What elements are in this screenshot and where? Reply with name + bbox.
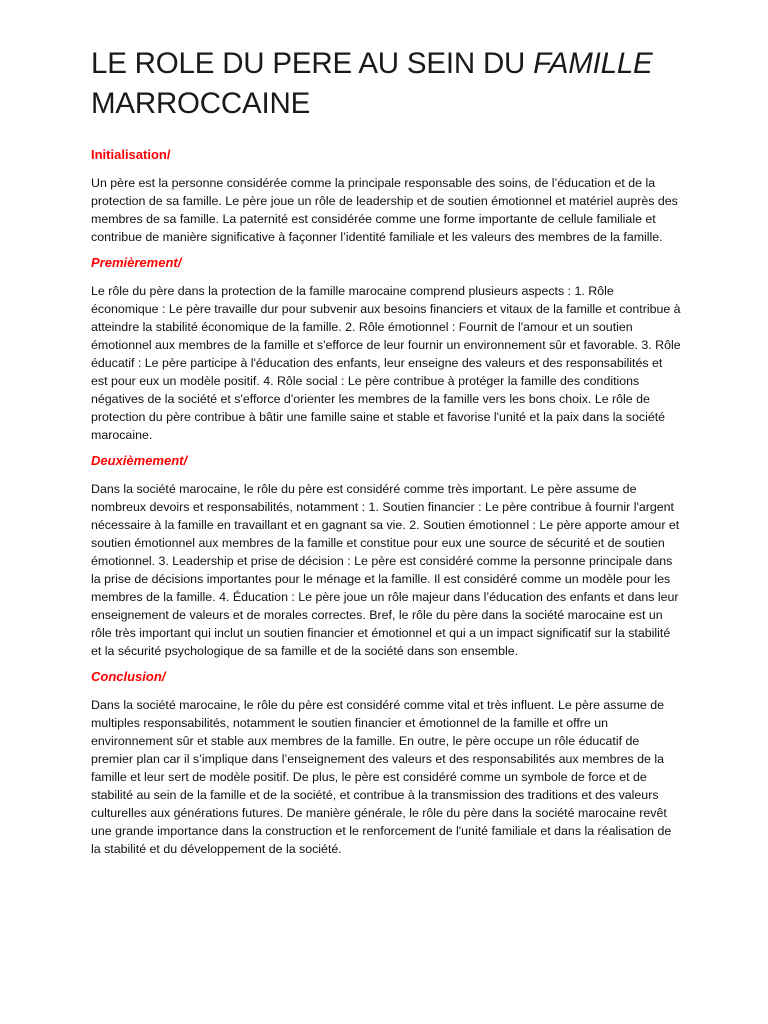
document-title xyxy=(91,44,681,124)
section-heading: Initialisation/ xyxy=(91,147,171,162)
section-premierement xyxy=(91,254,681,444)
title-part-1: LE ROLE DU PERE AU SEIN DU xyxy=(91,47,534,80)
title-part-2: MARROCCAINE xyxy=(91,87,311,120)
section-initialisation xyxy=(91,146,681,246)
section-body: Dans la société marocaine, le rôle du père est considéré comme vital et très influent. Le père assume de multiples responsabilités, notamment le soutien financier et émotionnel de la famille et offre un environnement sûr et stable aux membres de la famille. En outre, le père occupe un rôle éducatif de premier plan car il s’implique dans l’enseignement des valeurs et des responsabilités aux membres de la famille et leur sert de modèle positif. De plus, le père est considéré comme un symbole de force et de stabilité au sein de la famille et de la société, et contribue à la transmission des traditions et des valeurs culturelles aux générations futures. De manière générale, le rôle du père dans la société marocaine revêt une grande importance dans la construction et le renforcement de l'unité familiale et dans la réalisation de la stabilité et du développement de la société. xyxy=(91,698,672,856)
section-heading: Conclusion/ xyxy=(91,669,166,684)
section-deuxiemement xyxy=(91,452,681,660)
section-body: Dans la société marocaine, le rôle du père est considéré comme très important. Le père assume de nombreux devoirs et responsabilités, notamment : 1. Soutien financier : Le père contribue à fournir l'argent nécessaire à la famille en travaillant et en gagnant sa vie. 2. Soutien émotionnel : Le père apporte amour et soutien émotionnel aux membres de la famille et constitue pour eux une source de sécurité et de soutien émotionnel. 3. Leadership et prise de décision : Le père est considéré comme la personne principale dans la prise de décisions importantes pour le ménage et la famille. Il est considéré comme un modèle pour les membres de la famille. 4. Éducation : Le père joue un rôle majeur dans l’éducation des enfants et dans leur enseignement de valeurs et de morales correctes. Bref, le rôle du père dans la société marocaine est un rôle très important qui inclut un soutien financier et émotionnel et qui a un impact significatif sur la stabilité et la sécurité psychologique de sa famille et de la société dans son ensemble. xyxy=(91,482,680,658)
title-italic-word: FAMILLE xyxy=(533,47,653,80)
section-heading: Premièrement/ xyxy=(91,255,182,270)
section-conclusion xyxy=(91,668,681,858)
document-page xyxy=(91,44,681,866)
section-heading: Deuxièmement/ xyxy=(91,453,188,468)
section-body: Un père est la personne considérée comme la principale responsable des soins, de l’éducation et de la protection de sa famille. Le père joue un rôle de leadership et de soutien émotionnel et matériel auprès des membres de sa famille. La paternité est considérée comme une forme importante de cellule familiale et contribue de manière significative à façonner l’identité familiale et les valeurs des membres de la famille. xyxy=(91,176,678,244)
section-body: Le rôle du père dans la protection de la famille marocaine comprend plusieurs aspects : 1. Rôle économique : Le père travaille dur pour subvenir aux besoins financiers et vitaux de la famille et contribue à atteindre la stabilité économique de la famille. 2. Rôle émotionnel : Fournit de l'amour et un soutien émotionnel aux membres de la famille et s'efforce de leur fournir un environnement sûr et favorable. 3. Rôle éducatif : Le père participe à l'éducation des enfants, leur enseigne des valeurs et des responsabilités et est pour eux un modèle positif. 4. Rôle social : Le père contribue à protéger la famille des conditions négatives de la société et s'efforce d'orienter les membres de la famille vers les bons choix. Le rôle de protection du père contribue à bâtir une famille saine et stable et favorise l'unité et la paix dans la société marocaine. xyxy=(91,284,681,442)
